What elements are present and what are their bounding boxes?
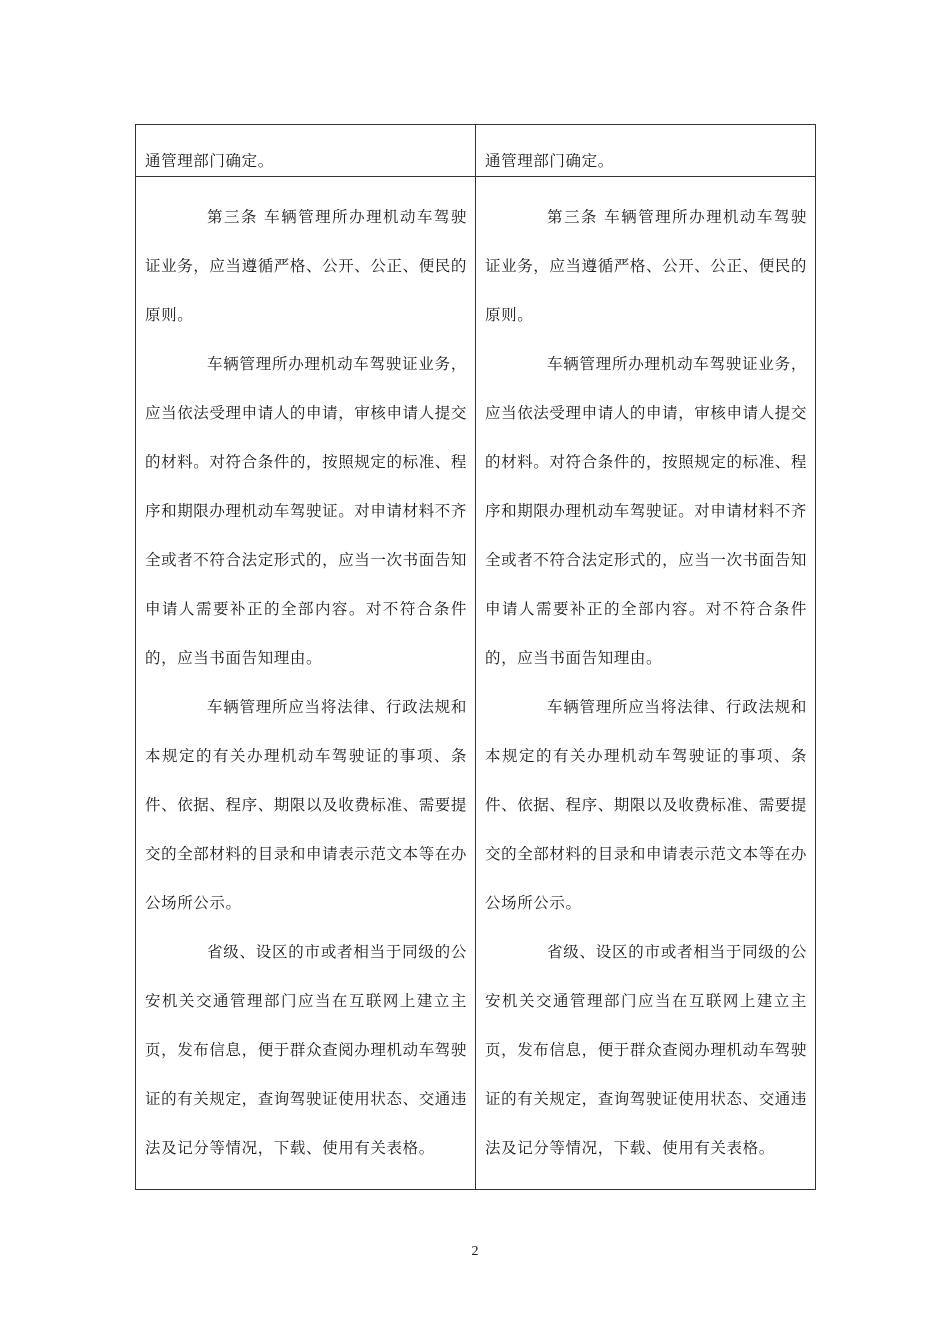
left-paragraph-2: 车辆管理所办理机动车驾驶证业务，应当依法受理申请人的申请，审核申请人提交的材料。对符合条件的，按照规定的标准、程序和期限办理机动车驾驶证。对申请材料不齐全或者不符合法定形式的，应当一次书面告知申请人需要补正的全部内容。对不符合条件的，应当书面告知理由。: [145, 355, 468, 667]
left-paragraph-4: 省级、设区的市或者相当于同级的公安机关交通管理部门应当在互联网上建立主页，发布信息，便于群众查阅办理机动车驾驶证的有关规定，查询驾驶证使用状态、交通违法及记分等情况，下载、使用有关表格。: [145, 943, 468, 1157]
left-article-cell: [145, 193, 467, 1173]
right-continuation-cell: [485, 141, 807, 181]
right-paragraph-4: 省级、设区的市或者相当于同级的公安机关交通管理部门应当在互联网上建立主页，发布信息，便于群众查阅办理机动车驾驶证的有关规定，查询驾驶证使用状态、交通违法及记分等情况，下载、使用有关表格。: [485, 943, 808, 1157]
comparison-table: [135, 124, 816, 1190]
right-paragraph-2: 车辆管理所办理机动车驾驶证业务，应当依法受理申请人的申请，审核申请人提交的材料。对符合条件的，按照规定的标准、程序和期限办理机动车驾驶证。对申请材料不齐全或者不符合法定形式的，应当一次书面告知申请人需要补正的全部内容。对不符合条件的，应当书面告知理由。: [485, 355, 808, 667]
left-continuation-cell: [145, 141, 467, 181]
right-article-cell: [485, 193, 807, 1173]
left-continuation-text: 通管理部门确定。: [145, 152, 274, 170]
right-paragraph-3: 车辆管理所应当将法律、行政法规和本规定的有关办理机动车驾驶证的事项、条件、依据、程序、期限以及收费标准、需要提交的全部材料的目录和申请表示范文本等在办公场所公示。: [485, 698, 808, 912]
right-paragraph-1: 第三条 车辆管理所办理机动车驾驶证业务，应当遵循严格、公开、公正、便民的原则。: [485, 208, 808, 324]
page-number: 2: [471, 1244, 479, 1259]
column-divider: [475, 125, 476, 1189]
right-continuation-text: 通管理部门确定。: [485, 152, 614, 170]
left-paragraph-3: 车辆管理所应当将法律、行政法规和本规定的有关办理机动车驾驶证的事项、条件、依据、程序、期限以及收费标准、需要提交的全部材料的目录和申请表示范文本等在办公场所公示。: [145, 698, 468, 912]
left-paragraph-1: 第三条 车辆管理所办理机动车驾驶证业务，应当遵循严格、公开、公正、便民的原则。: [145, 208, 468, 324]
